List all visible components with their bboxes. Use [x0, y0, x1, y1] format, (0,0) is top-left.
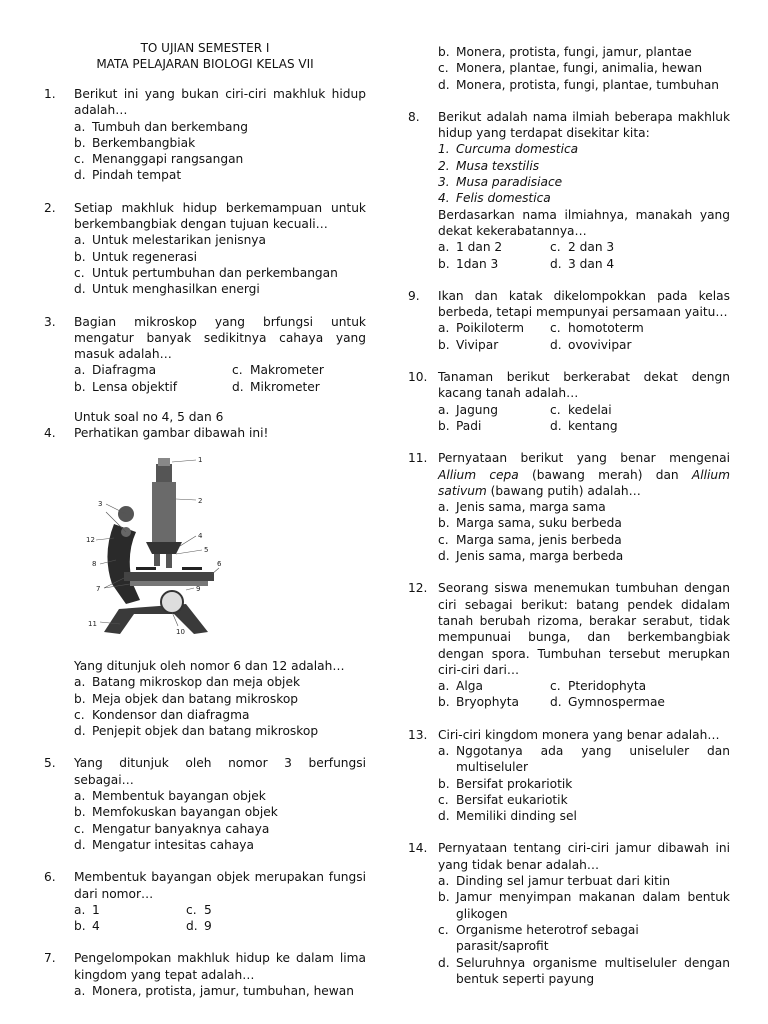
question-stem: Ikan dan katak dikelompokkan pada kelas berbeda, tetapi mempunyai persamaan yaitu…	[438, 288, 730, 320]
option-a: a. Membentuk bayangan objek	[74, 789, 266, 804]
option-d: d. ovovivipar	[550, 337, 632, 352]
question-4	[44, 425, 366, 739]
species-name: Allium sativum	[438, 467, 730, 498]
question-2	[44, 200, 366, 298]
option-c: c. Pteridophyta	[550, 679, 647, 694]
header-subtitle: MATA PELAJARAN BIOLOGI KELAS VII	[96, 57, 314, 71]
option-b: b. Untuk regenerasi	[74, 249, 197, 264]
option-b: b. Meja objek dan batang mikroskop	[74, 691, 299, 706]
option-c: c. Kondensor dan diafragma	[74, 707, 250, 722]
option-b: b. Vivipar	[438, 337, 499, 352]
option-b: b. Berkembangbiak	[74, 135, 196, 150]
question-stem: Berikut ini yang bukan ciri-ciri makhluk hidup adalah…	[74, 87, 366, 118]
option-c: c. Marga sama, jenis berbeda	[438, 532, 622, 547]
option-d: d. Memiliki dinding sel	[438, 809, 577, 824]
option-c: c. 5	[186, 902, 212, 917]
option-d: d. 3 dan 4	[550, 256, 615, 271]
figure-label: 10	[176, 627, 185, 636]
question-number: 1.	[44, 87, 56, 101]
question-1	[44, 86, 366, 184]
option-b: b. Padi	[438, 418, 482, 433]
question-stem: Seorang siswa menemukan tumbuhan dengan ciri sebagai berikut: batang pendek didalam tanah berubah rizoma, berakar serabut, tidak mempunuai bunga, dan berkembangbiak dengan spora. Tumbuhan tersebut merupkan ciri-ciri dari…	[438, 581, 730, 677]
question-number: 13.	[408, 727, 428, 742]
right-column	[408, 44, 730, 987]
question-7	[44, 950, 366, 999]
question-stem: Pernyataan berikut yang benar mengenai Allium cepa (bawang merah) dan Allium sativum (bawang putih) adalah…	[438, 451, 730, 498]
figure-label: 7	[96, 584, 101, 593]
figure-label: 9	[196, 584, 201, 593]
option-a: a. Dinding sel jamur terbuat dari kitin	[438, 874, 671, 889]
option-c: c. Organisme heterotrof sebagai parasit/saprofit	[438, 922, 639, 954]
option-a: a. Untuk melestarikan jenisnya	[74, 233, 266, 248]
option-b: b. Monera, protista, fungi, jamur, plantae	[438, 45, 692, 59]
option-c: c. Menanggapi rangsangan	[74, 152, 244, 167]
question-6	[44, 869, 366, 934]
option-d: d. Pindah tempat	[74, 168, 182, 183]
option-b: b. Bersifat prokariotik	[438, 776, 573, 791]
question-stem: Bagian mikroskop yang brfungsi untuk mengatur banyak sedikitnya cahaya yang masuk adalah…	[74, 314, 366, 362]
option-a: a. Batang mikroskop dan meja objek	[74, 675, 301, 690]
species-name: Allium cepa	[438, 467, 519, 482]
option-b: b. 1dan 3	[438, 256, 499, 271]
question-stem: Yang ditunjuk oleh nomor 3 berfungsi sebagai…	[74, 756, 366, 787]
question-9	[408, 288, 730, 353]
option-d: d. 9	[186, 919, 212, 934]
question-number: 10.	[408, 370, 428, 385]
question-5	[44, 755, 366, 853]
question-number: 3.	[44, 314, 56, 329]
option-a: a. Nggotanya ada yang uniseluler dan multiseluler	[438, 743, 730, 775]
question-number: 5.	[44, 756, 56, 771]
question-stem-2: Berdasarkan nama ilmiahnya, manakah yang dekat kekerabatannya…	[438, 207, 730, 238]
option-a: a. Poikiloterm	[438, 321, 524, 336]
question-number: 7.	[44, 951, 56, 966]
option-d: d. Mengatur intesitas cahaya	[74, 837, 254, 852]
option-d: d. kentang	[550, 418, 618, 433]
question-7-continued	[408, 44, 730, 93]
header-title: TO UJIAN SEMESTER I	[140, 41, 270, 55]
option-a: a. 1 dan 2	[438, 240, 503, 255]
question-stem: Pengelompokan makhluk hidup ke dalam lima kingdom yang tepat adalah…	[74, 951, 366, 982]
option-a: a. 1	[74, 902, 100, 917]
option-d: d. Monera, protista, fungi, plantae, tumbuhan	[438, 77, 720, 92]
option-c: c. homototerm	[550, 321, 644, 336]
list-item: 4. Felis domestica	[438, 191, 551, 206]
question-number: 11.	[408, 451, 428, 466]
question-number: 4.	[44, 426, 56, 441]
option-c: c. kedelai	[550, 402, 612, 417]
figure-label: 11	[88, 619, 97, 628]
list-item: 3. Musa paradisiace	[438, 175, 563, 190]
question-stem: Membentuk bayangan objek merupakan fungsi dari nomor…	[74, 870, 366, 901]
list-item: 1. Curcuma domestica	[438, 142, 579, 157]
option-b: b. Lensa objektif	[74, 379, 178, 394]
option-a: a. Jenis sama, marga sama	[438, 500, 606, 515]
option-d: d. Mikrometer	[232, 379, 320, 394]
question-stem-2: Yang ditunjuk oleh nomor 6 dan 12 adalah…	[74, 658, 345, 673]
figure-label: 5	[204, 545, 209, 554]
list-item: 2. Musa texstilis	[438, 158, 540, 173]
figure-label: 1	[198, 455, 203, 464]
question-stem: Pernyataan tentang ciri-ciri jamur dibawah ini yang tidak benar adalah…	[438, 841, 730, 872]
question-number: 6.	[44, 870, 56, 885]
question-stem: Berikut adalah nama ilmiah beberapa makhluk hidup yang terdapat disekitar kita:	[438, 109, 730, 141]
question-12	[408, 580, 730, 710]
question-8	[408, 109, 730, 272]
question-13	[408, 727, 730, 825]
option-c: c. Monera, plantae, fungi, animalia, hewan	[438, 61, 703, 76]
option-d: d. Jenis sama, marga berbeda	[438, 549, 624, 564]
option-c: c. Untuk pertumbuhan dan perkembangan	[74, 265, 338, 280]
option-c: c. 2 dan 3	[550, 240, 615, 255]
question-number: 8.	[408, 109, 420, 124]
option-d: d. Penjepit objek dan batang mikroskop	[74, 724, 319, 739]
question-stem: Tanaman berikut berkerabat dekat dengn kacang tanah adalah…	[438, 370, 730, 401]
question-number: 12.	[408, 581, 428, 596]
option-d: d. Untuk menghasilkan energi	[74, 282, 260, 297]
option-a: a. Alga	[438, 679, 483, 694]
figure-label: 8	[92, 559, 97, 568]
figure-label: 6	[217, 559, 222, 568]
figure-label: 3	[98, 499, 103, 508]
question-14	[408, 840, 730, 987]
option-b: b. Memfokuskan bayangan objek	[74, 805, 278, 820]
question-11	[408, 450, 730, 564]
figure-label: 2	[198, 496, 203, 505]
option-c: c. Mengatur banyaknya cahaya	[74, 821, 270, 836]
figure-label: 4	[198, 531, 203, 540]
section-note: Untuk soal no 4, 5 dan 6	[74, 410, 224, 425]
question-number: 2.	[44, 200, 56, 215]
option-a: a. Monera, protista, jamur, tumbuhan, hewan	[74, 983, 354, 998]
option-a: a. Diafragma	[74, 363, 157, 378]
question-3	[44, 314, 366, 395]
question-number: 14.	[408, 841, 428, 856]
option-b: b. Marga sama, suku berbeda	[438, 516, 622, 531]
option-a: a. Jagung	[438, 402, 498, 417]
option-b: b. 4	[74, 919, 100, 934]
option-b: b. Bryophyta	[438, 695, 519, 710]
option-d: d. Seluruhnya organisme multiseluler dengan bentuk seperti payung	[438, 955, 730, 986]
microscope-figure	[74, 454, 366, 650]
option-c: c. Makrometer	[232, 363, 324, 378]
question-stem: Perhatikan gambar dibawah ini!	[74, 426, 269, 441]
option-d: d. Gymnospermae	[550, 695, 665, 710]
question-number: 9.	[408, 288, 420, 303]
document-header	[44, 40, 366, 72]
question-10	[408, 369, 730, 434]
question-stem: Ciri-ciri kingdom monera yang benar adalah…	[438, 727, 720, 742]
option-b: b. Jamur menyimpan makanan dalam bentuk glikogen	[438, 890, 730, 921]
microscope-diagram	[74, 454, 224, 646]
question-stem: Setiap makhluk hidup berkemampuan untuk berkembangbiak dengan tujuan kecuali…	[74, 200, 366, 232]
option-c: c. Bersifat eukariotik	[438, 792, 568, 807]
left-column	[44, 40, 366, 999]
figure-label: 12	[86, 535, 95, 544]
option-a: a. Tumbuh dan berkembang	[74, 119, 248, 134]
